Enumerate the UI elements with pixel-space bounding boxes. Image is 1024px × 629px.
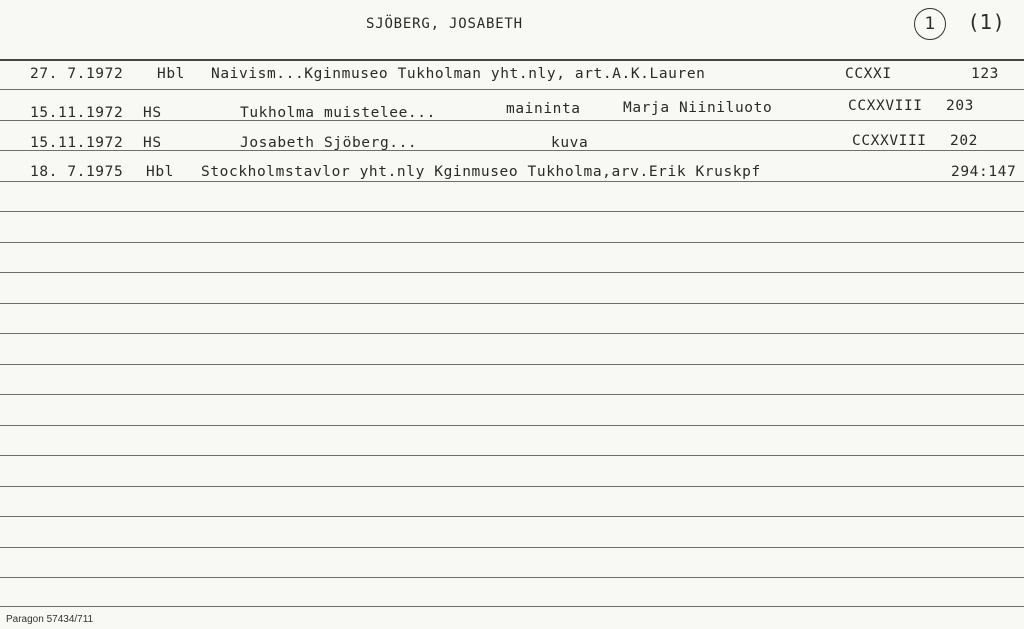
entry-title: Naivism...Kginmuseo Tukholman yht.nly, art.A.K.Lauren — [211, 66, 706, 82]
entry-volume: CCXXVIII — [848, 98, 923, 114]
entry-date: 27. 7.1972 — [30, 66, 124, 82]
rule-line — [0, 394, 1024, 395]
entry-ref: 294:147 — [951, 164, 1017, 180]
entry-author: Marja Niiniluoto — [623, 100, 773, 116]
entry-date: 18. 7.1975 — [30, 164, 124, 180]
rule-line — [0, 89, 1024, 90]
card-title: SJÖBERG, JOSABETH — [366, 16, 523, 32]
entry-page: 203 — [946, 98, 974, 114]
entry-note: kuva — [551, 135, 589, 151]
entry-title: Stockholmstavlor yht.nly Kginmuseo Tukholma,arv.Erik Kruskpf — [201, 164, 761, 180]
rule-line — [0, 425, 1024, 426]
rule-line — [0, 516, 1024, 517]
entry-date: 15.11.1972 — [30, 105, 124, 121]
circled-number: 1 — [914, 8, 946, 40]
rule-line — [0, 333, 1024, 334]
entry-date: 15.11.1972 — [30, 135, 124, 151]
rule-line — [0, 211, 1024, 212]
entry-volume: CCXXVIII — [852, 133, 927, 149]
entry-paper: Hbl — [146, 164, 174, 180]
rule-line — [0, 242, 1024, 243]
entry-note: maininta — [506, 101, 581, 117]
entry-volume: CCXXI — [845, 66, 892, 82]
entry-paper: HS — [143, 135, 162, 151]
entry-page: 123 — [971, 66, 999, 82]
rule-line — [0, 455, 1024, 456]
rule-line — [0, 364, 1024, 365]
rule-line — [0, 547, 1024, 548]
entry-page: 202 — [950, 133, 978, 149]
rule-line — [0, 303, 1024, 304]
entry-title: Tukholma muistelee... — [240, 105, 436, 121]
entry-title: Josabeth Sjöberg... — [240, 135, 418, 151]
card-footer: Paragon 57434/711 — [6, 614, 94, 625]
rule-line — [0, 272, 1024, 273]
header-rule — [0, 59, 1024, 61]
parenthesized-number: (1) — [970, 10, 1005, 34]
rule-line — [0, 181, 1024, 182]
entry-paper: Hbl — [157, 66, 185, 82]
rule-line — [0, 577, 1024, 578]
rule-line — [0, 486, 1024, 487]
rule-line — [0, 606, 1024, 607]
entry-paper: HS — [143, 105, 162, 121]
